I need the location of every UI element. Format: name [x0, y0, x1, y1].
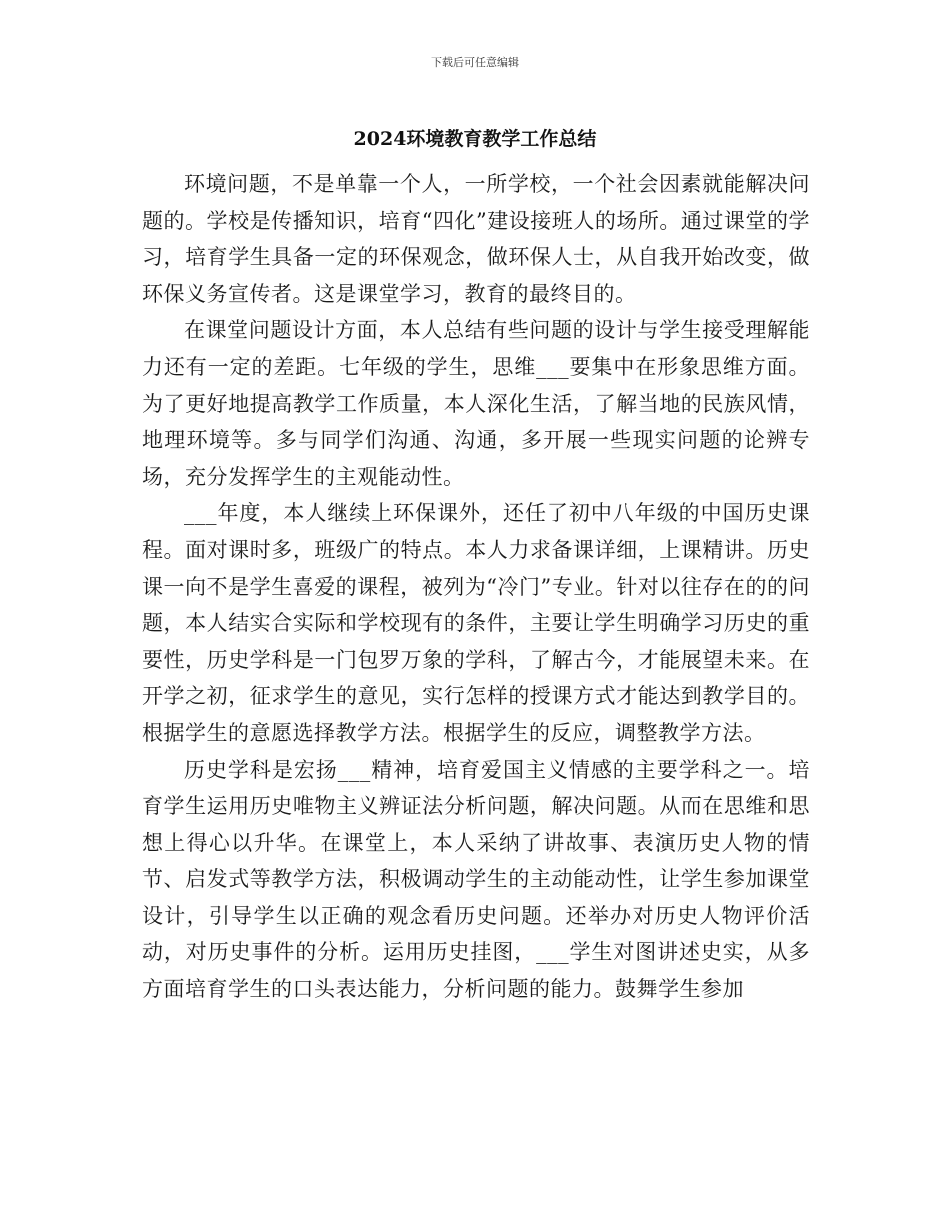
- document-body: [142, 166, 810, 1008]
- paragraph: 环境问题，不是单靠一个人，一所学校，一个社会因素就能解决问题的。学校是传播知识，培育“四化”建设接班人的场所。通过课堂的学习，培育学生具备一定的环保观念，做环保人士，从自我开始改变，做环保义务宣传者。这是课堂学习，教育的最终目的。: [142, 172, 810, 306]
- paragraph: 历史学科是宏扬___精神，培育爱国主义情感的主要学科之一。培育学生运用历史唯物主义辨证法分析问题，解决问题。从而在思维和思想上得心以升华。在课堂上，本人采纳了讲故事、表演历史人物的情节、启发式等教学方法，积极调动学生的主动能动性，让学生参加课堂设计，引导学生以正确的观念看历史问题。还举办对历史人物评价活动，对历史事件的分析。运用历史挂图，___学生对图讲述史实，从多方面培育学生的口头表达能力，分析问题的能力。鼓舞学生参加: [142, 757, 810, 1002]
- paragraph: ___年度，本人继续上环保课外，还任了初中八年级的中国历史课程。面对课时多，班级广的特点。本人力求备课详细，上课精讲。历史课一向不是学生喜爱的课程，被列为“冷门”专业。针对以往存在的的问题，本人结实合实际和学校现有的条件，主要让学生明确学习历史的重要性，历史学科是一门包罗万象的学科，了解古今，才能展望未来。在开学之初，征求学生的意见，实行怎样的授课方式才能达到教学目的。根据学生的意愿选择教学方法。根据学生的反应，调整教学方法。: [142, 501, 810, 745]
- paragraph: 在课堂问题设计方面，本人总结有些问题的设计与学生接受理解能力还有一定的差距。七年级的学生，思维___要集中在形象思维方面。为了更好地提高教学工作质量，本人深化生活，了解当地的民族风情，地理环境等。多与同学们沟通、沟通，多开展一些现实问题的论辨专场，充分发挥学生的主观能动性。: [142, 318, 810, 489]
- header-note: 下载后可任意编辑: [431, 56, 519, 69]
- document-title: 2024环境教育教学工作总结: [353, 128, 597, 150]
